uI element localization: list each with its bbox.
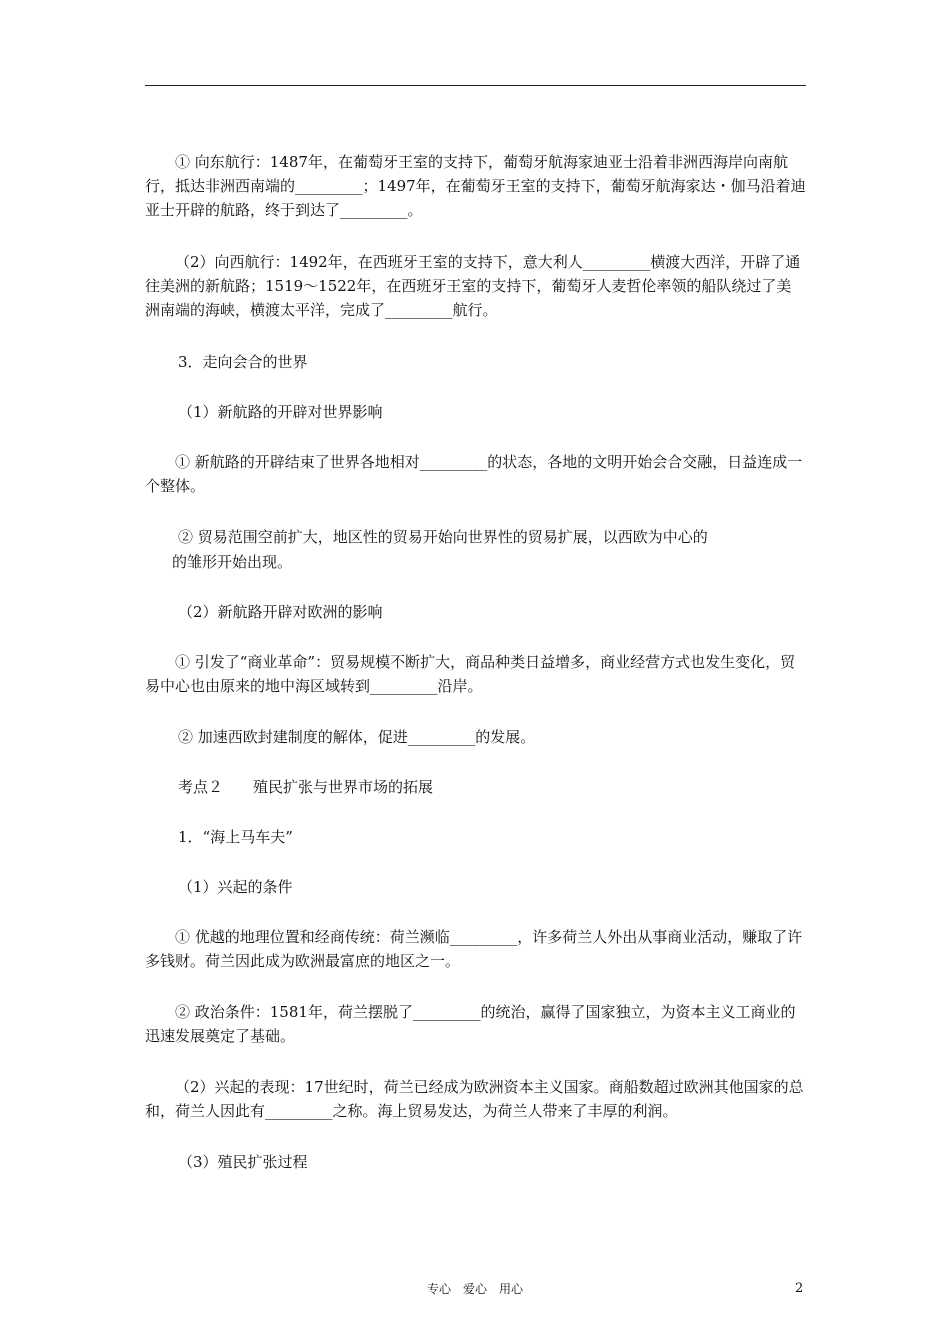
footer-slogan: 专心 爱心 用心	[426, 1282, 523, 1296]
section-heading-3: 3．走向会合的世界	[178, 353, 308, 371]
paragraph-commercial-revolution: ① 引发了“商业革命”：贸易规模不断扩大，商品种类日益增多，商业经营方式也发生变化，贸易中心也由原来的地中海区域转到_________沿岸。	[145, 653, 796, 695]
page-number: 2	[795, 1281, 804, 1296]
paragraph-geographic-advantage: ① 优越的地理位置和经商传统：荷兰濒临_________，许多荷兰人外出从事商业活动，赚取了许多钱财。荷兰因此成为欧洲最富庶的地区之一。	[145, 928, 803, 970]
paragraph-rise-performance: （2）兴起的表现：17世纪时，荷兰已经成为欧洲资本主义国家。商船数超过欧洲其他国家的总和，荷兰人因此有_________之称。海上贸易发达，为荷兰人带来了丰厚的利润。	[145, 1078, 804, 1120]
paragraph-eastward-voyage: ① 向东航行：1487年，在葡萄牙王室的支持下，葡萄牙航海家迪亚士沿着非洲西海岸向南航行，抵达非洲西南端的_________；1497年，在葡萄牙王室的支持下，葡萄牙航海家达・伽马沿着迪亚士开辟的航路，终于到达了_________。	[145, 153, 806, 219]
paragraph-isolation-ended: ① 新航路的开辟结束了世界各地相对_________的状态，各地的文明开始会合交融，日益连成一个整体。	[145, 453, 803, 495]
subheading-rise-conditions: （1）兴起的条件	[178, 878, 293, 896]
paragraph-westward-voyage: （2）向西航行：1492年，在西班牙王室的支持下，意大利人_________横渡大西洋，开辟了通往美洲的新航路；1519～1522年，在西班牙王室的支持下，葡萄牙人麦哲伦率领的船队绕过了美洲南端的海峡，横渡太平洋，完成了_________航行。	[145, 253, 801, 319]
subheading-colonial-expansion: （3）殖民扩张过程	[178, 1153, 308, 1171]
key-point-2-heading: 考点２ 殖民扩张与世界市场的拓展	[178, 778, 434, 796]
section-heading-sea-coachman: 1．“海上马车夫”	[178, 828, 293, 846]
paragraph-feudal-decline: ② 加速西欧封建制度的解体，促进_________的发展。	[178, 728, 536, 746]
subheading-world-impact: （1）新航路的开辟对世界影响	[178, 403, 383, 421]
paragraph-trade-expansion-line1: ② 贸易范围空前扩大，地区性的贸易开始向世界性的贸易扩展，以西欧为中心的	[178, 528, 708, 546]
paragraph-trade-expansion-line2: 的雏形开始出现。	[172, 553, 293, 571]
subheading-europe-impact: （2）新航路开辟对欧洲的影响	[178, 603, 383, 621]
paragraph-political-conditions: ② 政治条件：1581年，荷兰摆脱了_________的统治，赢得了国家独立，为资本主义工商业的迅速发展奠定了基础。	[145, 1003, 796, 1045]
header-rule	[145, 85, 806, 86]
